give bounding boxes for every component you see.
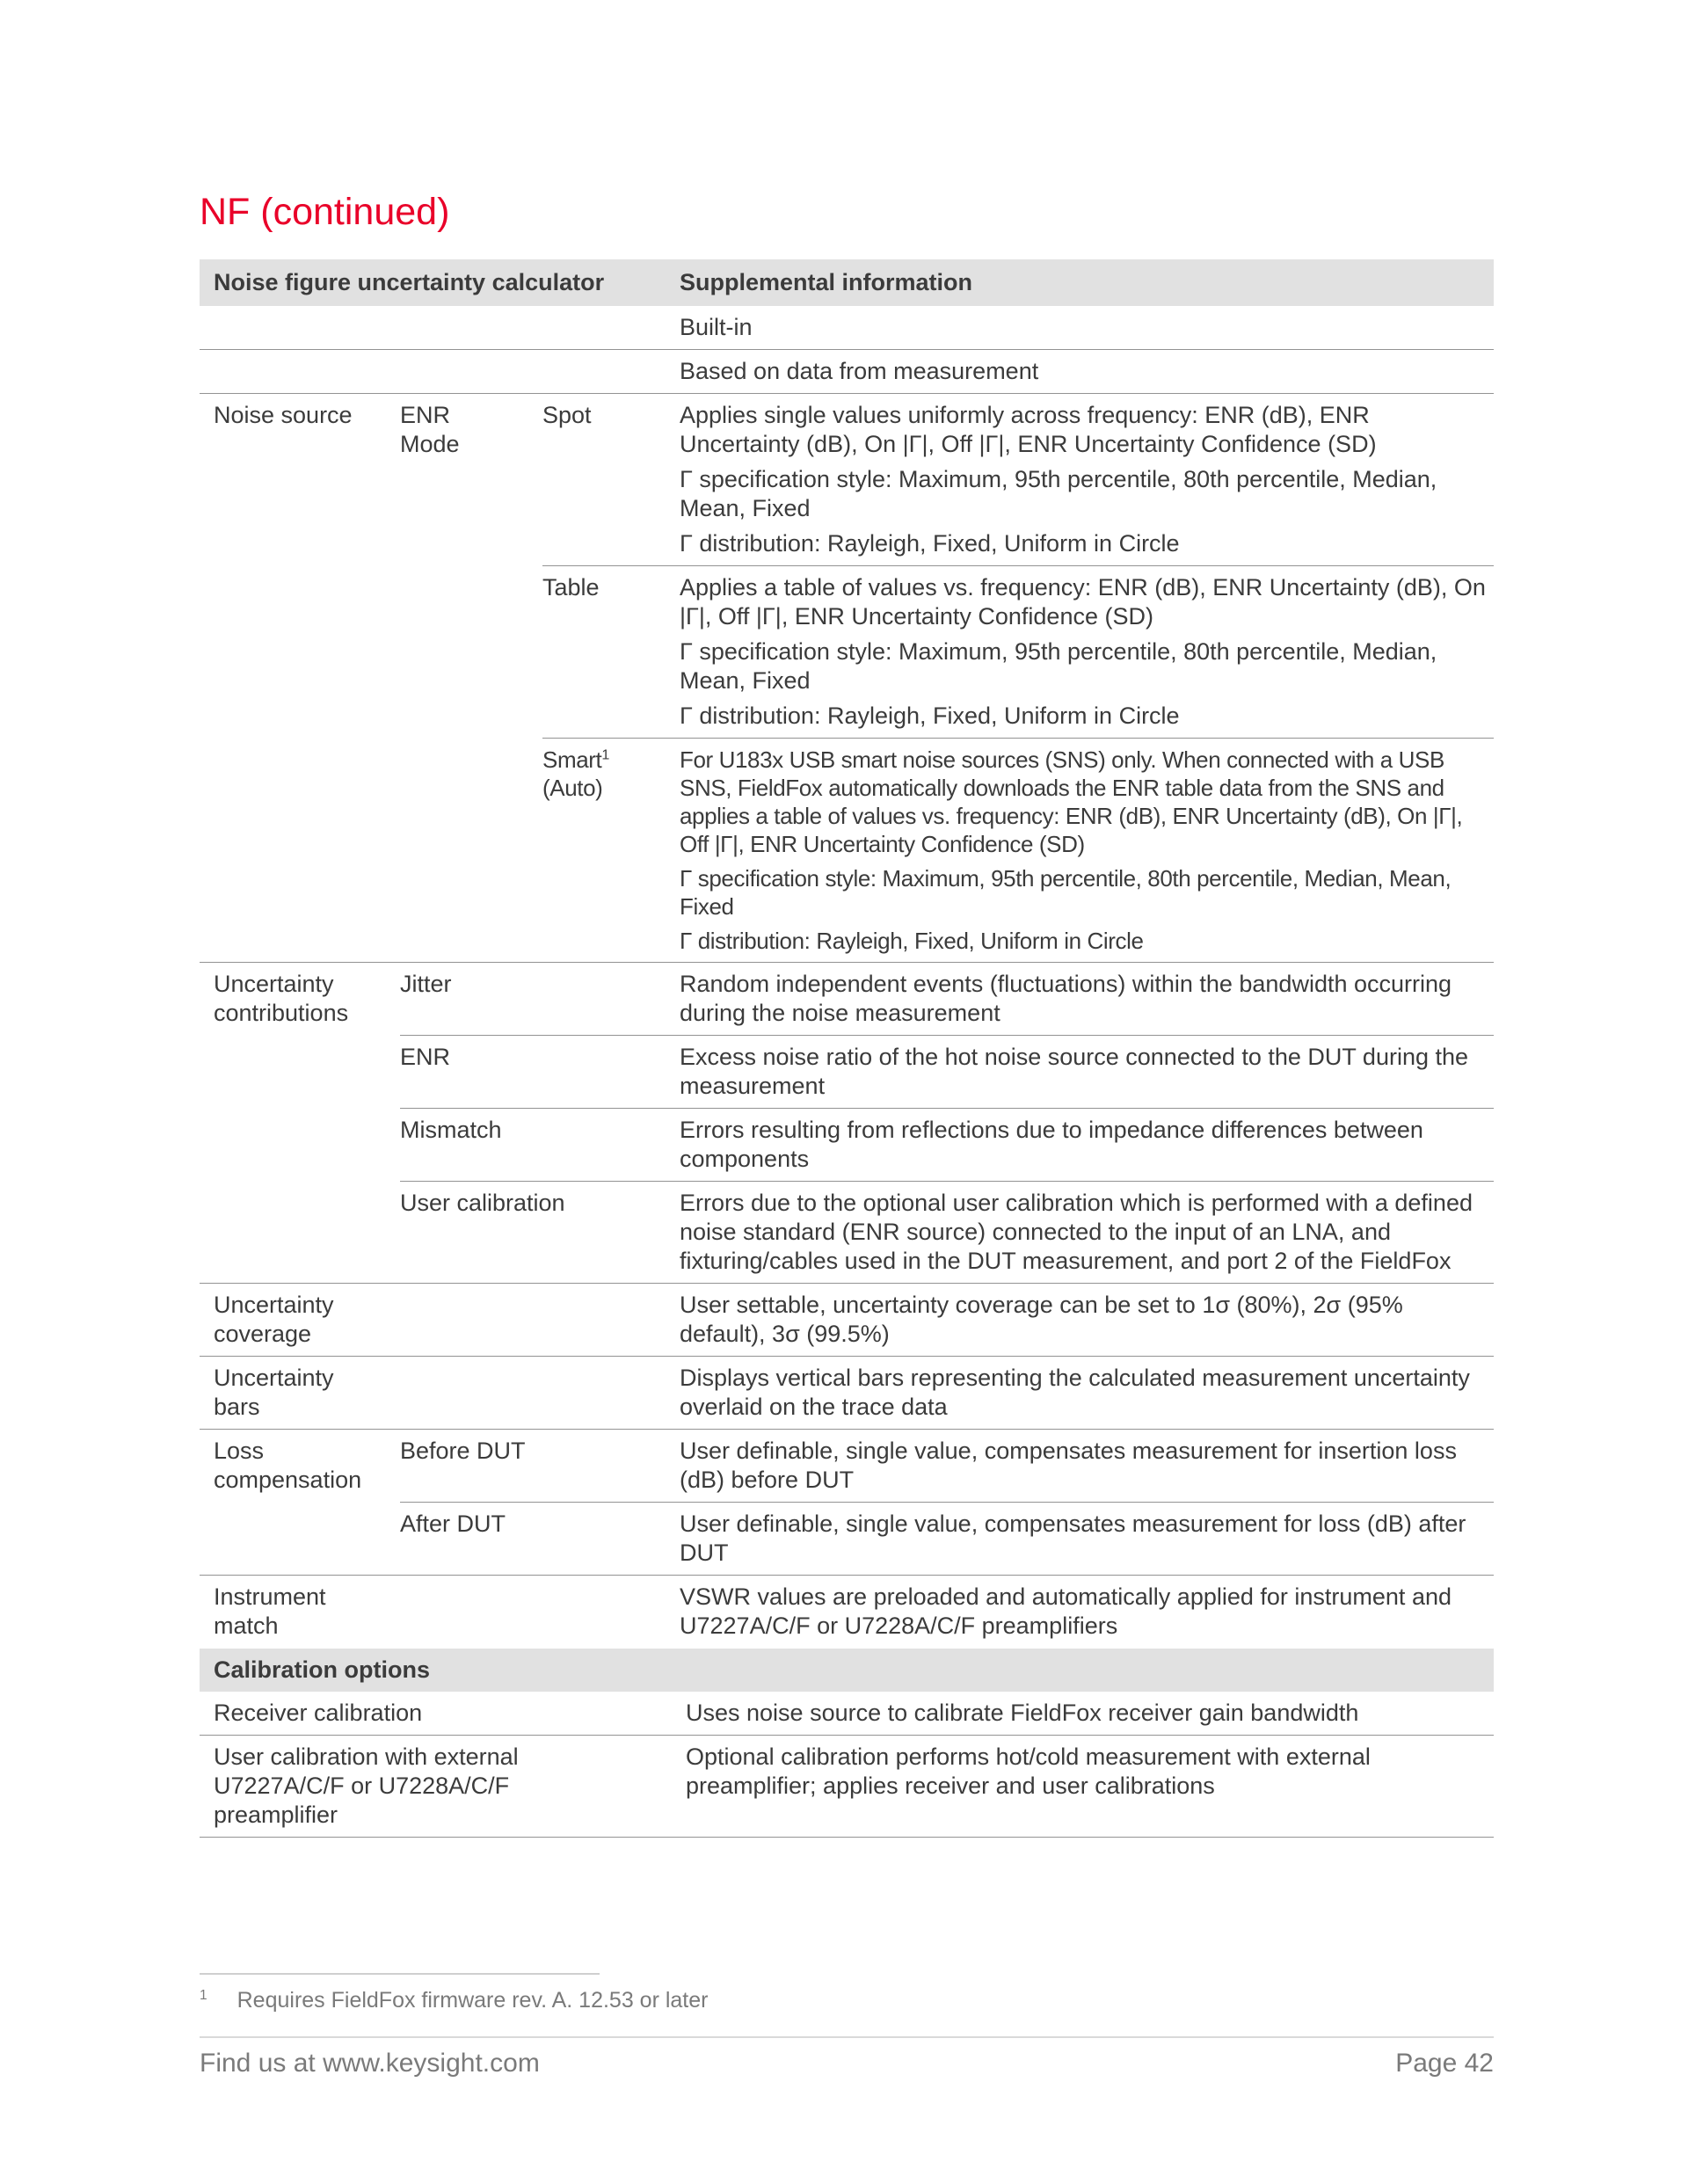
row-label: Loss compensation [214, 1438, 362, 1494]
description-cell [680, 1364, 1494, 1422]
description-cell [680, 1189, 1494, 1276]
row-based-on-data [200, 350, 1494, 394]
row-noise-source-smart [200, 739, 1494, 963]
row-uncertainty-bars [200, 1357, 1494, 1430]
row-label-cell [200, 1583, 400, 1641]
footer-keysight-link[interactable]: Find us at www.keysight.com [200, 2049, 540, 2078]
row-user-calibration-external [200, 1736, 1494, 1838]
sub-label [400, 401, 530, 459]
table-header-left: Noise figure uncertainty calculator [214, 269, 605, 296]
description-text: Built-in [680, 314, 753, 341]
description-text: Γ distribution: Rayleigh, Fixed, Uniform in Circle [680, 928, 1144, 955]
mode-label-text: Smart [542, 746, 602, 774]
mode-label [542, 746, 667, 802]
sub-label-line: ENR [400, 402, 451, 429]
description-cell [680, 970, 1494, 1028]
description-text: User definable, single value, compensates measurement for loss (dB) after DUT [680, 1511, 1466, 1567]
row-label-cell [200, 401, 400, 558]
row-instrument-match [200, 1576, 1494, 1649]
nf-spec-table [200, 259, 1494, 1838]
description-cell [680, 1437, 1494, 1495]
mode-cell [542, 746, 680, 955]
description-text: Optional calibration performs hot/cold measurement with external preamplifier; applies receiver and user calibrations [686, 1744, 1371, 1800]
description-cell [680, 746, 1494, 955]
description-text: Random independent events (fluctuations) within the bandwidth occurring during the noise measurement [680, 971, 1452, 1027]
row-label: Receiver calibration [214, 1700, 423, 1727]
sub-label-line: Mode [400, 431, 460, 458]
description-cell [680, 1043, 1494, 1101]
row-noise-source-table [200, 566, 1494, 739]
row-label-cell [200, 1364, 400, 1422]
row-label: Uncertainty bars [214, 1365, 334, 1421]
description-text: For U183x USB smart noise sources (SNS) only. When connected with a USB SNS, FieldFox automatically downloads the ENR table data from the SNS and applies a table of values vs. frequency: ENR (dB), ENR Uncertainty (dB), On |Γ|, Off |Γ|, ENR Uncertainty Confidence (SD) [680, 746, 1463, 858]
sub-label-cell [400, 1189, 680, 1276]
row-uncertainty-mismatch [200, 1109, 1494, 1182]
mode-cell [542, 573, 680, 731]
mode-label: Spot [542, 402, 592, 429]
sub-label: Before DUT [400, 1438, 526, 1465]
description-text: VSWR values are preloaded and automatically applied for instrument and U7227A/C/F or U7228A/C/F preamplifiers [680, 1583, 1452, 1640]
description-text: Based on data from measurement [680, 358, 1039, 385]
description-text: Excess noise ratio of the hot noise source connected to the DUT during the measurement [680, 1044, 1469, 1100]
description-text: Γ distribution: Rayleigh, Fixed, Uniform in Circle [680, 703, 1180, 730]
description-cell [680, 1510, 1494, 1568]
row-label: User calibration with external U7227A/C/F or U7228A/C/F preamplifier [214, 1744, 519, 1829]
row-uncertainty-coverage [200, 1284, 1494, 1357]
description-text: Γ specification style: Maximum, 95th percentile, 80th percentile, Median, Mean, Fixed [680, 865, 1452, 921]
description-cell [680, 1291, 1494, 1349]
description-text: Errors resulting from reflections due to impedance differences between components [680, 1117, 1423, 1173]
sub-label: After DUT [400, 1511, 506, 1538]
footnote-marker: 1 [200, 1987, 207, 2003]
mode-cell [542, 401, 680, 558]
row-noise-source-spot [200, 394, 1494, 566]
description-text: Displays vertical bars representing the calculated measurement uncertainty overlaid on the trace data [680, 1365, 1470, 1421]
row-built-in [200, 306, 1494, 350]
description-text: User settable, uncertainty coverage can be set to 1σ (80%), 2σ (95% default), 3σ (99.5%) [680, 1292, 1403, 1348]
description-cell [680, 1116, 1494, 1174]
row-label-cell [200, 970, 400, 1028]
description-cell [680, 1743, 1494, 1830]
row-uncertainty-user-cal [200, 1182, 1494, 1284]
row-label-cell [200, 1743, 595, 1830]
sub-label: Mismatch [400, 1117, 502, 1144]
description-cell [680, 357, 1494, 386]
row-label: Uncertainty coverage [214, 1292, 334, 1348]
table-header-row [200, 259, 1494, 306]
sub-label-cell [400, 1043, 680, 1101]
row-label-cell [200, 1699, 680, 1728]
row-loss-after-dut [200, 1503, 1494, 1576]
row-label: Noise source [214, 402, 353, 429]
sub-label-cell [400, 970, 680, 1028]
sub-label: User calibration [400, 1190, 565, 1217]
description-text: Errors due to the optional user calibration which is performed with a defined noise standard (ENR source) connected to the input of an LNA, and fixturing/cables used in the DUT measurement, and port 2 of the FieldFox [680, 1190, 1473, 1275]
row-label-cell [200, 1291, 400, 1349]
description-cell [680, 1699, 1494, 1728]
description-text: Applies single values uniformly across frequency: ENR (dB), ENR Uncertainty (dB), On |Γ|, Off |Γ|, ENR Uncertainty Confidence (SD) [680, 402, 1377, 458]
mode-label-line2: (Auto) [542, 775, 603, 802]
description-text: Γ specification style: Maximum, 95th percentile, 80th percentile, Median, Mean, Fixed [680, 638, 1437, 695]
mode-label: Table [542, 574, 600, 601]
footnote-divider [200, 1973, 600, 1975]
description-cell [680, 573, 1494, 731]
row-label: Uncertainty contributions [214, 971, 349, 1027]
row-uncertainty-enr [200, 1036, 1494, 1109]
description-cell [680, 313, 1494, 342]
sub-label: ENR [400, 1044, 451, 1071]
footnote-text: Requires FieldFox firmware rev. A. 12.53 or later [236, 1988, 709, 2013]
page-content [200, 0, 1494, 1838]
page-number: Page 42 [1395, 2049, 1494, 2078]
description-cell [680, 1583, 1494, 1641]
description-cell [680, 401, 1494, 558]
page-footer [200, 2036, 1494, 2078]
description-text: Applies a table of values vs. frequency: ENR (dB), ENR Uncertainty (dB), On |Γ|, Off |Γ|, ENR Uncertainty Confidence (SD) [680, 574, 1486, 630]
description-text: User definable, single value, compensates measurement for insertion loss (dB) before DUT [680, 1438, 1457, 1494]
enr-mode-cell [400, 401, 542, 558]
row-uncertainty-jitter [200, 963, 1494, 1036]
description-text: Γ distribution: Rayleigh, Fixed, Uniform in Circle [680, 530, 1180, 557]
section-header-label: Calibration options [214, 1656, 430, 1684]
sub-label-cell [400, 1116, 680, 1174]
footnote-line [200, 1987, 1494, 2013]
page-title: NF (continued) [200, 191, 450, 233]
row-label-cell [200, 1437, 400, 1495]
row-loss-before-dut [200, 1430, 1494, 1503]
sub-label: Jitter [400, 971, 452, 998]
footnote [200, 1973, 1494, 2013]
description-text: Γ specification style: Maximum, 95th percentile, 80th percentile, Median, Mean, Fixed [680, 466, 1437, 522]
description-text: Uses noise source to calibrate FieldFox receiver gain bandwidth [686, 1700, 1359, 1727]
footnote-ref: 1 [601, 746, 609, 763]
row-label: Instrument match [214, 1583, 326, 1640]
section-header-calibration-options [200, 1649, 1494, 1692]
row-receiver-calibration [200, 1692, 1494, 1736]
sub-label-cell [400, 1437, 680, 1495]
table-header-right: Supplemental information [680, 269, 973, 296]
sub-label-cell [400, 1510, 680, 1568]
